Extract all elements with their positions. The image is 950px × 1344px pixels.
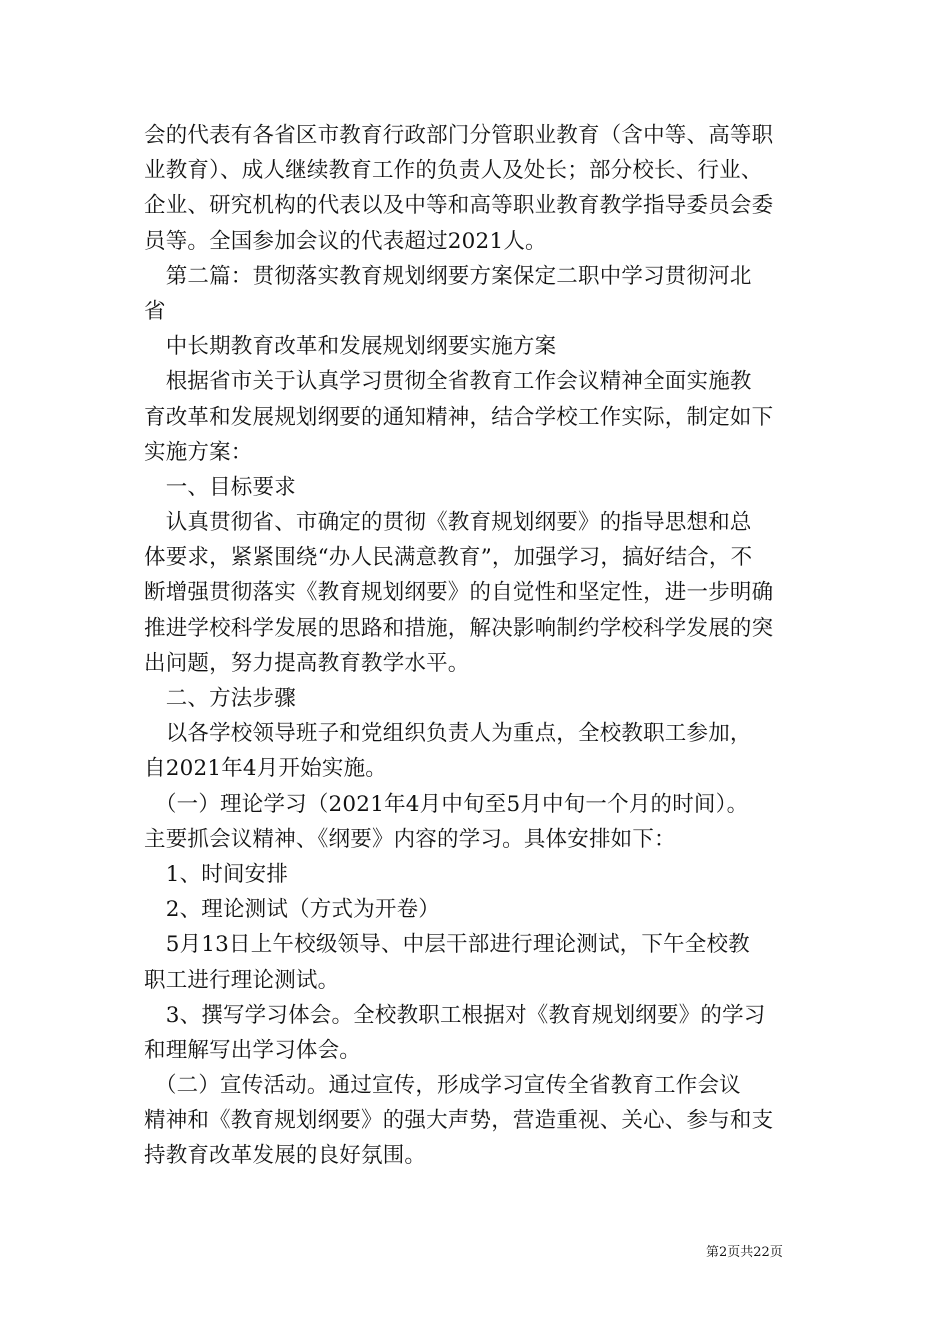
text-line: （二）宣传活动。通过宣传，形成学习宣传全省教育工作会议 — [144, 1073, 741, 1099]
subheading-methods: 二、方法步骤 — [144, 686, 296, 711]
text-line: 以各学校领导班子和党组织负责人为重点，全校教职工参加， — [144, 721, 752, 747]
text-line: 员等。全国参加会议的代表超过2021人。 — [144, 228, 547, 254]
list-item: 3、撰写学习体会。全校教职工根据对《教育规划纲要》的学习 — [144, 1002, 766, 1028]
section-heading: 第二篇：贯彻落实教育规划纲要方案保定二职中学习贯彻河北 — [144, 263, 752, 289]
text-line: 业教育）、成人继续教育工作的负责人及处长；部分校长、行业、 — [144, 158, 763, 184]
text-line: 自2021年4月开始实施。 — [144, 756, 387, 782]
text-line: 实施方案： — [144, 439, 253, 465]
text-line: 精神和《教育规划纲要》的强大声势，营造重视、关心、参与和支 — [144, 1108, 774, 1134]
section-heading-continued: 省 — [144, 298, 166, 324]
text-line: 育改革和发展规划纲要的通知精神，结合学校工作实际，制定如下 — [144, 404, 774, 430]
list-item: 1、时间安排 — [144, 861, 289, 887]
text-line: 企业、研究机构的代表以及中等和高等职业教育教学指导委员会委 — [144, 193, 774, 219]
text-line: 职工进行理论测试。 — [144, 967, 340, 993]
text-line: 体要求，紧紧围绕“办人民满意教育”，加强学习，搞好结合，不 — [144, 545, 753, 571]
document-body — [144, 118, 824, 1174]
subheading-goals: 一、目标要求 — [144, 474, 296, 500]
text-line: 和理解写出学习体会。 — [144, 1037, 362, 1063]
text-line: 根据省市关于认真学习贯彻全省教育工作会议精神全面实施教 — [144, 369, 752, 395]
text-line: 持教育改革发展的良好氛围。 — [144, 1143, 427, 1169]
section-subtitle: 中长期教育改革和发展规划纲要实施方案 — [144, 334, 557, 360]
text-line: 5月13日上午校级领导、中层干部进行理论测试，下午全校教 — [144, 932, 750, 958]
text-line: 出问题，努力提高教育教学水平。 — [144, 650, 470, 676]
text-line: 认真贯彻省、市确定的贯彻《教育规划纲要》的指导思想和总 — [144, 510, 752, 536]
list-item: 2、理论测试（方式为开卷） — [144, 897, 440, 923]
text-line: （一）理论学习（2021年4月中旬至5月中旬一个月的时间）。 — [144, 791, 749, 817]
text-line: 会的代表有各省区市教育行政部门分管职业教育（含中等、高等职 — [144, 123, 774, 148]
page-number: 第2页共22页 — [706, 1245, 783, 1260]
text-line: 主要抓会议精神、《纲要》内容的学习。具体安排如下： — [144, 826, 676, 852]
text-line: 断增强贯彻落实《教育规划纲要》的自觉性和坚定性，进一步明确 — [144, 580, 774, 606]
text-line: 推进学校科学发展的思路和措施，解决影响制约学校科学发展的突 — [144, 615, 774, 641]
